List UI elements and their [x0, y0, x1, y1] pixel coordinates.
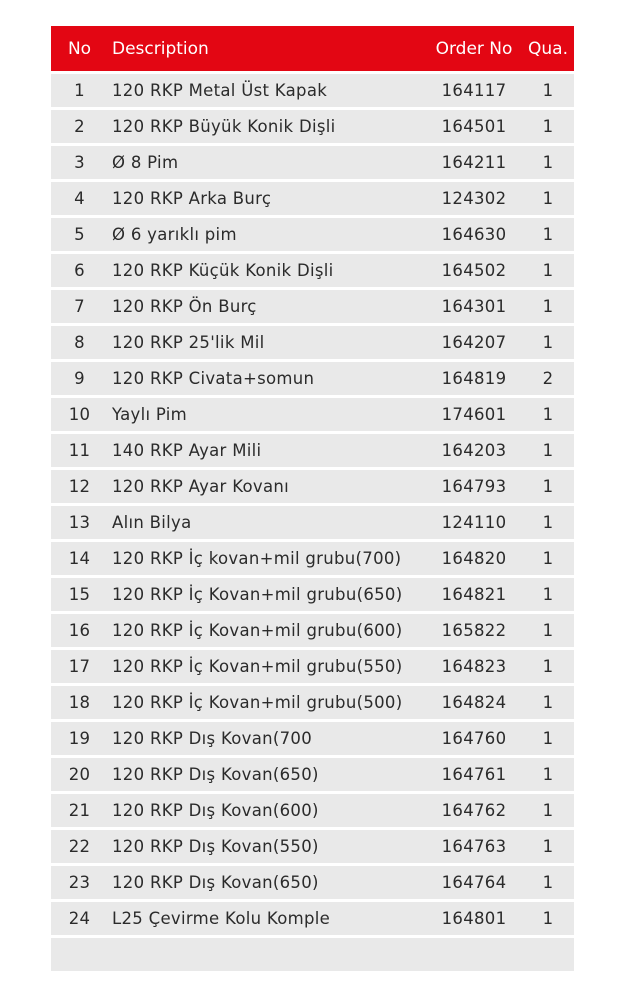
- order-number: 164301: [426, 290, 522, 323]
- row-number: 4: [51, 182, 108, 215]
- part-description: Ø 8 Pim: [108, 146, 426, 179]
- table-row: [51, 650, 574, 683]
- quantity: 1: [522, 218, 574, 251]
- quantity: 1: [522, 650, 574, 683]
- table-row: [51, 686, 574, 719]
- table-row: [51, 722, 574, 755]
- part-description: L25 Çevirme Kolu Komple: [108, 902, 426, 935]
- table-row: [51, 254, 574, 287]
- part-description: 120 RKP Ön Burç: [108, 290, 426, 323]
- row-number: 14: [51, 542, 108, 575]
- part-description: 120 RKP Dış Kovan(700: [108, 722, 426, 755]
- order-number: 164764: [426, 866, 522, 899]
- row-number: 19: [51, 722, 108, 755]
- column-header-no: No: [51, 26, 108, 71]
- quantity: 1: [522, 182, 574, 215]
- row-number: 17: [51, 650, 108, 683]
- header-row: [51, 26, 574, 71]
- table-row: [51, 542, 574, 575]
- order-number: 164761: [426, 758, 522, 791]
- part-description: 120 RKP İç Kovan+mil grubu(600): [108, 614, 426, 647]
- order-number: 164762: [426, 794, 522, 827]
- quantity: 1: [522, 326, 574, 359]
- order-number: 164502: [426, 254, 522, 287]
- order-number: 164793: [426, 470, 522, 503]
- order-number: 164203: [426, 434, 522, 467]
- quantity: 1: [522, 398, 574, 431]
- row-number: 16: [51, 614, 108, 647]
- row-number: 3: [51, 146, 108, 179]
- part-description: 120 RKP Küçük Konik Dişli: [108, 254, 426, 287]
- part-description: 140 RKP Ayar Mili: [108, 434, 426, 467]
- quantity: 1: [522, 578, 574, 611]
- row-number: 8: [51, 326, 108, 359]
- table-row: [51, 830, 574, 863]
- part-description: Yaylı Pim: [108, 398, 426, 431]
- order-number: [426, 938, 522, 971]
- table-row: [51, 110, 574, 143]
- part-description: 120 RKP Civata+somun: [108, 362, 426, 395]
- order-number: 164207: [426, 326, 522, 359]
- order-number: 164117: [426, 74, 522, 107]
- order-number: 174601: [426, 398, 522, 431]
- part-description: 120 RKP İç kovan+mil grubu(700): [108, 542, 426, 575]
- part-description: [108, 938, 426, 971]
- order-number: 124110: [426, 506, 522, 539]
- table-row: [51, 758, 574, 791]
- quantity: 1: [522, 758, 574, 791]
- part-description: 120 RKP Ayar Kovanı: [108, 470, 426, 503]
- part-description: Alın Bilya: [108, 506, 426, 539]
- quantity: 1: [522, 614, 574, 647]
- table-row: [51, 182, 574, 215]
- quantity: [522, 938, 574, 971]
- row-number: 2: [51, 110, 108, 143]
- row-number: 6: [51, 254, 108, 287]
- quantity: 1: [522, 794, 574, 827]
- quantity: 1: [522, 254, 574, 287]
- order-number: 164760: [426, 722, 522, 755]
- table-header: [51, 26, 574, 71]
- part-description: 120 RKP Metal Üst Kapak: [108, 74, 426, 107]
- table-row: [51, 74, 574, 107]
- part-description: 120 RKP İç Kovan+mil grubu(650): [108, 578, 426, 611]
- quantity: 1: [522, 830, 574, 863]
- quantity: 1: [522, 722, 574, 755]
- table-row: [51, 362, 574, 395]
- quantity: 1: [522, 506, 574, 539]
- order-number: 164763: [426, 830, 522, 863]
- order-number: 124302: [426, 182, 522, 215]
- row-number: 7: [51, 290, 108, 323]
- row-number: 5: [51, 218, 108, 251]
- quantity: 1: [522, 902, 574, 935]
- part-description: Ø 6 yarıklı pim: [108, 218, 426, 251]
- part-description: 120 RKP İç Kovan+mil grubu(550): [108, 650, 426, 683]
- row-number: 13: [51, 506, 108, 539]
- table-row: [51, 614, 574, 647]
- quantity: 1: [522, 146, 574, 179]
- quantity: 1: [522, 74, 574, 107]
- row-number: 12: [51, 470, 108, 503]
- table-row: [51, 506, 574, 539]
- table-row: [51, 290, 574, 323]
- row-number: 1: [51, 74, 108, 107]
- part-description: 120 RKP Büyük Konik Dişli: [108, 110, 426, 143]
- order-number: 164501: [426, 110, 522, 143]
- table-row: [51, 938, 574, 971]
- part-description: 120 RKP Dış Kovan(650): [108, 758, 426, 791]
- part-description: 120 RKP Dış Kovan(600): [108, 794, 426, 827]
- order-number: 164820: [426, 542, 522, 575]
- order-number: 164801: [426, 902, 522, 935]
- order-number: 164819: [426, 362, 522, 395]
- parts-table-container: [51, 26, 574, 974]
- row-number: [51, 938, 108, 971]
- part-description: 120 RKP Dış Kovan(550): [108, 830, 426, 863]
- table-row: [51, 218, 574, 251]
- table-row: [51, 434, 574, 467]
- table-row: [51, 794, 574, 827]
- table-row: [51, 146, 574, 179]
- quantity: 1: [522, 290, 574, 323]
- row-number: 20: [51, 758, 108, 791]
- table-body: [51, 74, 574, 971]
- parts-table: [51, 23, 574, 974]
- column-header-quantity: Qua.: [522, 26, 574, 71]
- table-row: [51, 326, 574, 359]
- row-number: 9: [51, 362, 108, 395]
- order-number: 164821: [426, 578, 522, 611]
- order-number: 164823: [426, 650, 522, 683]
- table-row: [51, 902, 574, 935]
- column-header-order-no: Order No: [426, 26, 522, 71]
- order-number: 164211: [426, 146, 522, 179]
- part-description: 120 RKP Arka Burç: [108, 182, 426, 215]
- part-description: 120 RKP İç Kovan+mil grubu(500): [108, 686, 426, 719]
- row-number: 11: [51, 434, 108, 467]
- order-number: 164824: [426, 686, 522, 719]
- quantity: 1: [522, 470, 574, 503]
- table-row: [51, 578, 574, 611]
- row-number: 23: [51, 866, 108, 899]
- part-description: 120 RKP Dış Kovan(650): [108, 866, 426, 899]
- quantity: 1: [522, 110, 574, 143]
- row-number: 22: [51, 830, 108, 863]
- quantity: 1: [522, 866, 574, 899]
- table-row: [51, 470, 574, 503]
- row-number: 18: [51, 686, 108, 719]
- order-number: 164630: [426, 218, 522, 251]
- order-number: 165822: [426, 614, 522, 647]
- quantity: 1: [522, 686, 574, 719]
- row-number: 15: [51, 578, 108, 611]
- row-number: 24: [51, 902, 108, 935]
- quantity: 2: [522, 362, 574, 395]
- table-row: [51, 398, 574, 431]
- quantity: 1: [522, 434, 574, 467]
- row-number: 21: [51, 794, 108, 827]
- row-number: 10: [51, 398, 108, 431]
- table-row: [51, 866, 574, 899]
- column-header-description: Description: [108, 26, 426, 71]
- quantity: 1: [522, 542, 574, 575]
- part-description: 120 RKP 25'lik Mil: [108, 326, 426, 359]
